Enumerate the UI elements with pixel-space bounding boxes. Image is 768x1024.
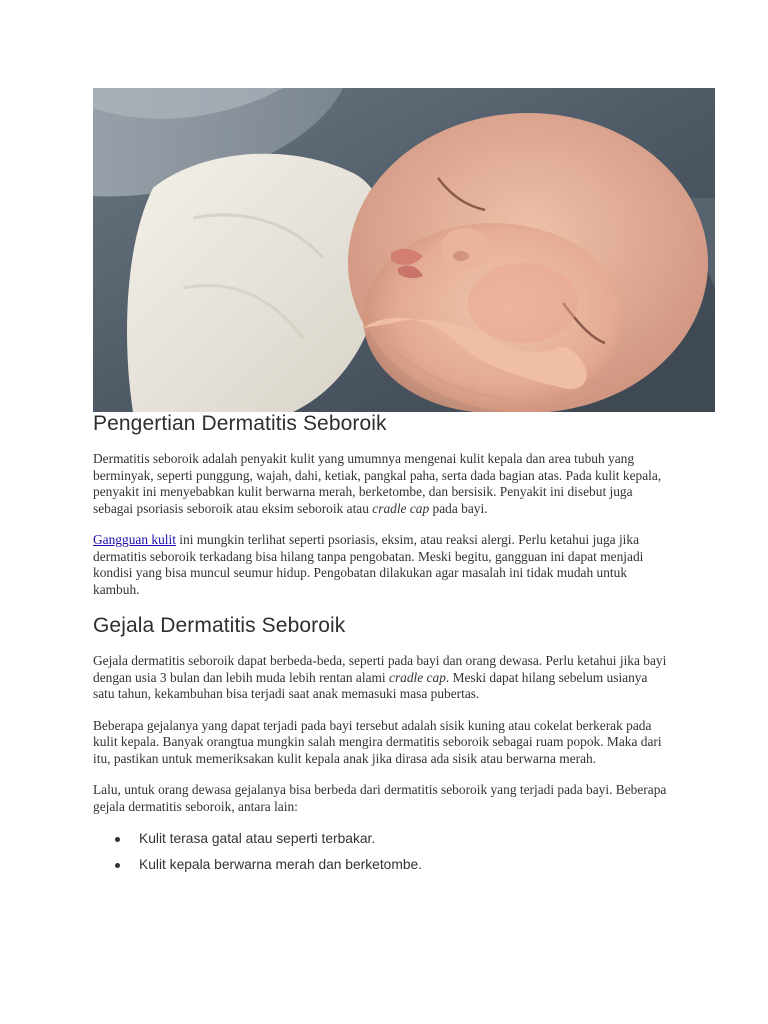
- symptom-list: [93, 830, 715, 874]
- paragraph-symptoms-intro: [93, 653, 671, 703]
- section-heading-pengertian: Pengertian Dermatitis Seboroik: [93, 412, 387, 435]
- article: [93, 88, 715, 882]
- paragraph-definition: [93, 451, 671, 517]
- paragraph-skin-disorder-text: ini mungkin terlihat seperti psoriasis, eksim, atau reaksi alergi. Perlu ketahui juga jika dermatitis seboroik terkadang bisa hilang tanpa pengobatan. Meski begitu, gangguan ini dapat menjadi kondisi yang bisa muncul seumur hidup. Pengobatan dilakukan agar masalah ini tidak mudah untuk kambuh.: [93, 532, 644, 597]
- bullet-icon: [115, 837, 120, 842]
- section-heading-gejala: Gejala Dermatitis Seboroik: [93, 614, 346, 637]
- list-item: [93, 856, 715, 874]
- list-item: [93, 830, 715, 848]
- cradle-cap-italic: cradle cap: [372, 500, 430, 516]
- list-item-text: Kulit kepala berwarna merah dan berketombe.: [139, 857, 422, 872]
- baby-photo-illustration: [93, 88, 715, 412]
- paragraph-definition-text: Dermatitis seboroik adalah penyakit kulit yang umumnya mengenai kulit kepala dan area tubuh yang berminyak, seperti punggung, wajah, dahi, ketiak, pangkal paha, serta dada bagian atas. Pada kulit kepala, penyakit ini menyebabkan kulit berwarna merah, berketombe, dan bersisik. Penyakit ini disebut juga sebagai psoriasis seboroik atau eksim seboroik atau: [93, 451, 662, 516]
- sleeping-baby-photo: [93, 88, 715, 412]
- paragraph-definition-end: pada bayi.: [429, 500, 488, 516]
- paragraph-adult-symptoms: Lalu, untuk orang dewasa gejalanya bisa berbeda dari dermatitis seboroik yang terjadi pada bayi. Beberapa gejala dermatitis seboroik, antara lain:: [93, 782, 667, 814]
- paragraph-infant-symptoms: Beberapa gejalanya yang dapat terjadi pada bayi tersebut adalah sisik kuning atau cokelat berkerak pada kulit kepala. Banyak orangtua mungkin salah mengira dermatitis seboroik sebagai ruam popok. Maka dari itu, pastikan untuk memeriksakan kulit kepala anak jika dirasa ada sisik atau berwarna merah.: [93, 717, 662, 766]
- paragraph-symptoms-intro-end: . Meski dapat hilang sebelum usianya satu tahun, kekambuhan bisa terjadi saat anak memasuki masa pubertas.: [93, 669, 648, 701]
- list-item-text: Kulit terasa gatal atau seperti terbakar.: [139, 831, 376, 846]
- cradle-cap-italic-2: cradle cap: [389, 669, 446, 685]
- paragraph-skin-disorder: [93, 532, 663, 598]
- paragraph-symptoms-intro-text: Gejala dermatitis seboroik dapat berbeda-beda, seperti pada bayi dan orang dewasa. Perlu ketahui jika bayi dengan usia 3 bulan dan lebih muda lebih rentan alami: [93, 653, 667, 685]
- gangguan-kulit-link[interactable]: Gangguan kulit: [93, 532, 176, 547]
- bullet-icon: [115, 863, 120, 868]
